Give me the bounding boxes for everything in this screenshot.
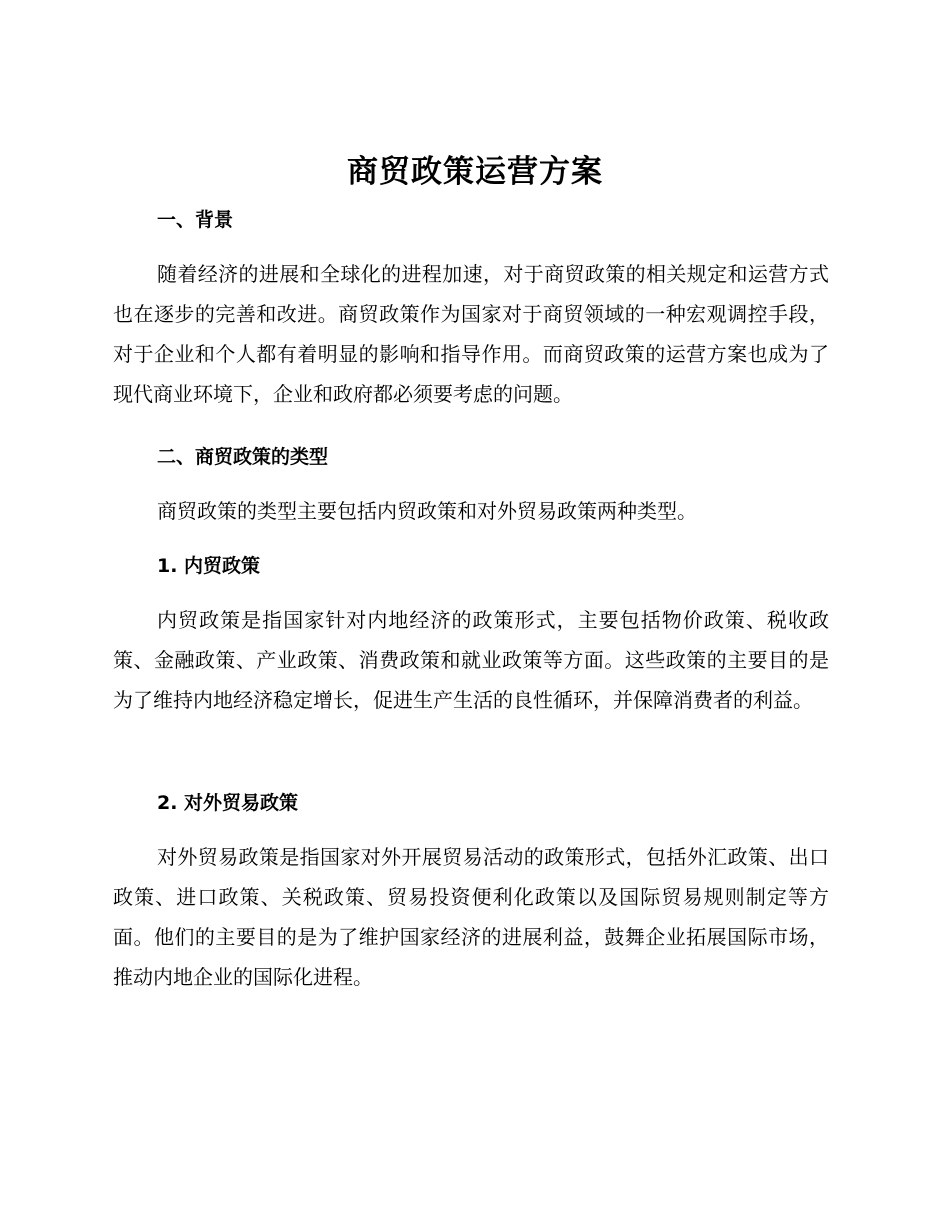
section-heading-policy-types: 二、商贸政策的类型 xyxy=(157,446,329,468)
document-title: 商贸政策运营方案 xyxy=(347,154,603,190)
section-paragraph-domestic-trade: 内贸政策是指国家针对内地经济的政策形式，主要包括物价政策、税收政策、金融政策、产业政策、消费政策和就业政策等方面。这些政策的主要目的是为了维持内地经济稳定增长，促进生产生活的良性循环，并保障消费者的利益。 xyxy=(113,608,829,712)
section-paragraph-foreign-trade: 对外贸易政策是指国家对外开展贸易活动的政策形式，包括外汇政策、出口政策、进口政策、关税政策、贸易投资便利化政策以及国际贸易规则制定等方面。他们的主要目的是为了维护国家经济的进展利益，鼓舞企业拓展国际市场，推动内地企业的国际化进程。 xyxy=(113,845,829,989)
section-heading-domestic-trade: 1. 内贸政策 xyxy=(157,555,261,577)
section-paragraph-background: 随着经济的进展和全球化的进程加速，对于商贸政策的相关规定和运营方式也在逐步的完善和改进。商贸政策作为国家对于商贸领域的一种宏观调控手段，对于企业和个人都有着明显的影响和指导作用。而商贸政策的运营方案也成为了现代商业环境下，企业和政府都必须要考虑的问题。 xyxy=(113,262,829,406)
section-heading-background: 一、背景 xyxy=(157,209,234,231)
section-paragraph-policy-types: 商贸政策的类型主要包括内贸政策和对外贸易政策两种类型。 xyxy=(157,499,697,523)
section-heading-foreign-trade: 2. 对外贸易政策 xyxy=(157,792,299,814)
